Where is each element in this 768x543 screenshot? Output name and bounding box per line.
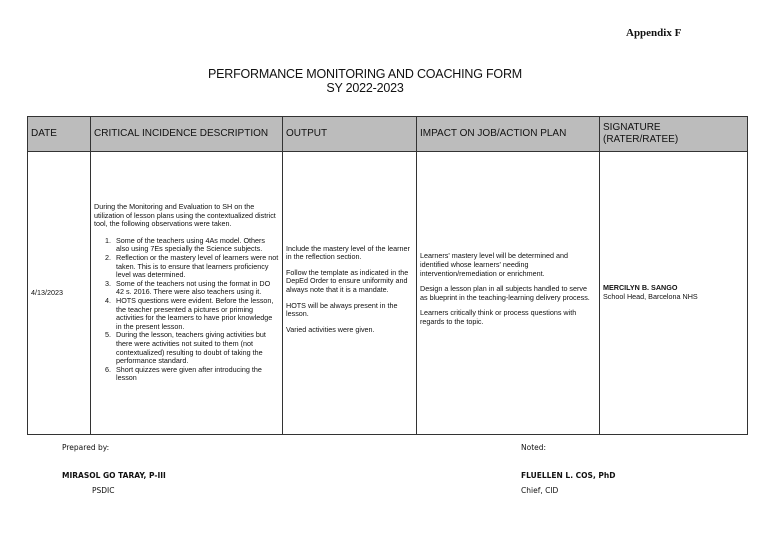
output-item: Follow the template as indicated in the DepEd Order to ensure uniformity and always note that it is a mandate.	[286, 267, 409, 294]
impact-item: Learners' mastery level will be determined and identified whose learners' needing intervention/remediation or enrichment.	[420, 251, 568, 278]
cell-impact	[417, 152, 600, 435]
header-signature-line2: (RATER/RATEE)	[603, 134, 679, 145]
observation-item: 1. Some of the teachers using 4As model. Others also using 7Es specially the Science subjects.	[113, 237, 279, 254]
observation-item: 4. HOTS questions were evident. Before the lesson, the teacher presented a pictures or priming activities for the learners to have prior knowledge in the present lesson.	[113, 297, 279, 331]
observation-item: 6. Short quizzes were given after introducing the lesson	[113, 366, 279, 383]
form-title-block	[0, 67, 730, 95]
prepared-by-position: PSDIC	[92, 486, 115, 495]
header-description: CRITICAL INCIDENCE DESCRIPTION	[91, 117, 283, 152]
noted-position: Chief, CID	[521, 486, 559, 495]
description-intro: During the Monitoring and Evaluation to SH on the utilization of lesson plans using the contextualized district tool, the following observations were taken.	[94, 202, 276, 229]
header-impact: IMPACT ON JOB/ACTION PLAN	[417, 117, 600, 152]
observation-item: 3. Some of the teachers not using the format in DO 42 s. 2016. There were also teachers using it.	[113, 280, 279, 297]
observation-item: 5. During the lesson, teachers giving activities but there were activities not suited to them (not contextualized) resulting to doubt of taking the performance standard.	[113, 331, 279, 365]
signature-name: MERCILYN B. SANGO	[603, 283, 678, 293]
table-header-row	[28, 117, 748, 152]
cell-description	[91, 152, 283, 435]
header-signature	[600, 117, 748, 152]
impact-item: Learners critically think or process questions with regards to the topic.	[420, 308, 577, 326]
output-item: HOTS will be always present in the lesson.	[286, 300, 398, 319]
impact-item: Design a lesson plan in all subjects handled to serve as blueprint in the teaching-learning delivery process.	[420, 284, 590, 302]
header-signature-line1: SIGNATURE	[603, 122, 661, 133]
cell-output	[283, 152, 417, 435]
appendix-label: Appendix F	[626, 27, 682, 39]
signature-title: School Head, Barcelona NHS	[603, 292, 698, 301]
noted-label: Noted:	[521, 443, 547, 452]
coaching-table	[27, 116, 748, 435]
school-year: SY 2022-2023	[326, 81, 404, 95]
cell-date: 4/13/2023	[28, 152, 91, 435]
prepared-by-name: MIRASOL GO TARAY, P-III	[62, 471, 166, 480]
header-date: DATE	[28, 117, 91, 152]
output-item: Varied activities were given.	[286, 324, 375, 334]
observation-item: 2. Reflection or the mastery level of learners were not taken. This is to ensure that learners proficiency level was determined.	[113, 254, 279, 280]
prepared-by-label: Prepared by:	[62, 443, 110, 452]
observations-list	[94, 237, 279, 383]
noted-name: FLUELLEN L. COS, PhD	[521, 471, 616, 480]
header-output: OUTPUT	[283, 117, 417, 152]
form-title: PERFORMANCE MONITORING AND COACHING FORM	[207, 67, 522, 81]
table-row	[28, 152, 748, 435]
cell-signature	[600, 152, 748, 435]
output-item: Include the mastery level of the learner in the reflection section.	[286, 243, 410, 262]
